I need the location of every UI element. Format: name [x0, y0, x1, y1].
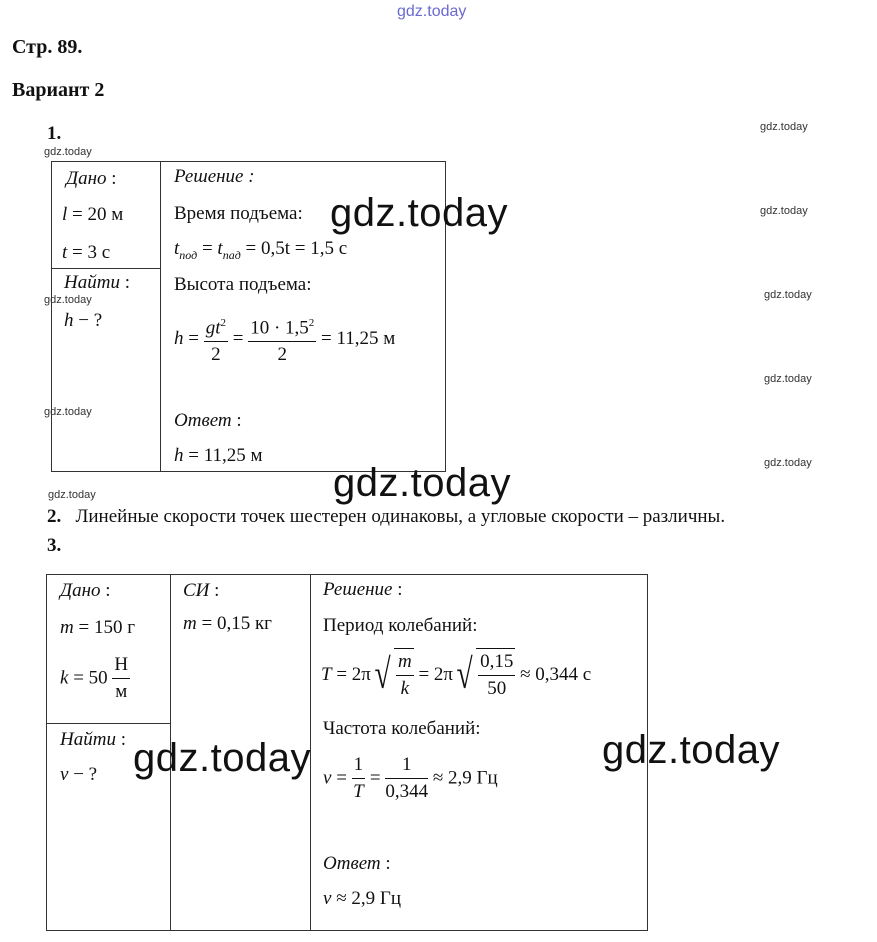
- task1-find-height: h − ?: [64, 310, 103, 331]
- watermark-big: gdz.today: [602, 728, 780, 772]
- task3-find-frequency: ν − ?: [60, 764, 98, 785]
- task3-find-header: Найти :: [60, 729, 126, 750]
- task1-given-header: Дано :: [66, 168, 117, 189]
- task1-time-formula: $t_{под} = t_{пад} = 0,5t = 1,5$ с: [174, 238, 348, 262]
- watermark-small: gdz.today: [48, 489, 96, 501]
- task3-si-header: СИ :: [183, 580, 220, 601]
- task3-si-mass: m = 0,15 кг: [183, 613, 272, 634]
- watermark-big: gdz.today: [133, 736, 311, 780]
- watermark-big: gdz.today: [330, 191, 508, 235]
- watermark-top: gdz.today: [397, 3, 467, 20]
- watermark-big: gdz.today: [333, 461, 511, 505]
- task3-frequency-formula: ν = $\frac{1}{T}$ = $\frac{1}{0,344}$ ≈ 2,9 Гц: [323, 754, 498, 802]
- watermark-small: gdz.today: [760, 205, 808, 217]
- task1-solution-header: Решение :: [174, 166, 255, 187]
- task3-answer-header: Ответ :: [323, 853, 391, 874]
- watermark-small: gdz.today: [44, 406, 92, 418]
- watermark-small: gdz.today: [764, 457, 812, 469]
- watermark-small: gdz.today: [44, 146, 92, 158]
- task3-given-mass: m = 150 г: [60, 617, 135, 638]
- watermark-small: gdz.today: [764, 289, 812, 301]
- task1-find-header: Найти :: [64, 272, 130, 293]
- task1-answer-header: Ответ :: [174, 410, 242, 431]
- variant-heading: Вариант 2: [12, 79, 105, 101]
- watermark-small: gdz.today: [764, 373, 812, 385]
- task1-height-formula: h = $\frac{gt^2}{2}$ = $\frac{10 \cdot 1,5^2}{2}$ = 11,25 м: [174, 310, 395, 368]
- task3-given-stiffness: k = 50 $\frac{Н}{м}$: [60, 654, 129, 702]
- page-title: Стр. 89.: [12, 36, 83, 58]
- watermark-small: gdz.today: [760, 121, 808, 133]
- task3-frequency-label: Частота колебаний:: [323, 718, 481, 739]
- task3-period-label: Период колебаний:: [323, 615, 478, 636]
- task3-number: 3.: [47, 535, 62, 556]
- task3-answer-value: ν ≈ 2,9 Гц: [323, 888, 402, 909]
- task1-number: 1.: [47, 123, 62, 144]
- task1-given-time: t = 3 с: [62, 242, 111, 263]
- task1-answer-value: h = 11,25 м: [174, 445, 263, 466]
- task2-text: 2. Линейные скорости точек шестерен одинаковы, а угловые скорости – различны.: [47, 506, 726, 527]
- task3-period-formula: T = 2π√ $\frac{m}{k}$ = 2π√ $\frac{0,15}{50}$ ≈ 0,344 с: [321, 648, 591, 702]
- task1-rise-time-label: Время подъема:: [174, 203, 303, 224]
- task3-given-header: Дано :: [60, 580, 111, 601]
- task3-solution-header: Решение :: [323, 579, 403, 600]
- task1-height-label: Высота подъема:: [174, 274, 312, 295]
- task1-given-length: l = 20 м: [62, 204, 124, 225]
- watermark-small: gdz.today: [44, 294, 92, 306]
